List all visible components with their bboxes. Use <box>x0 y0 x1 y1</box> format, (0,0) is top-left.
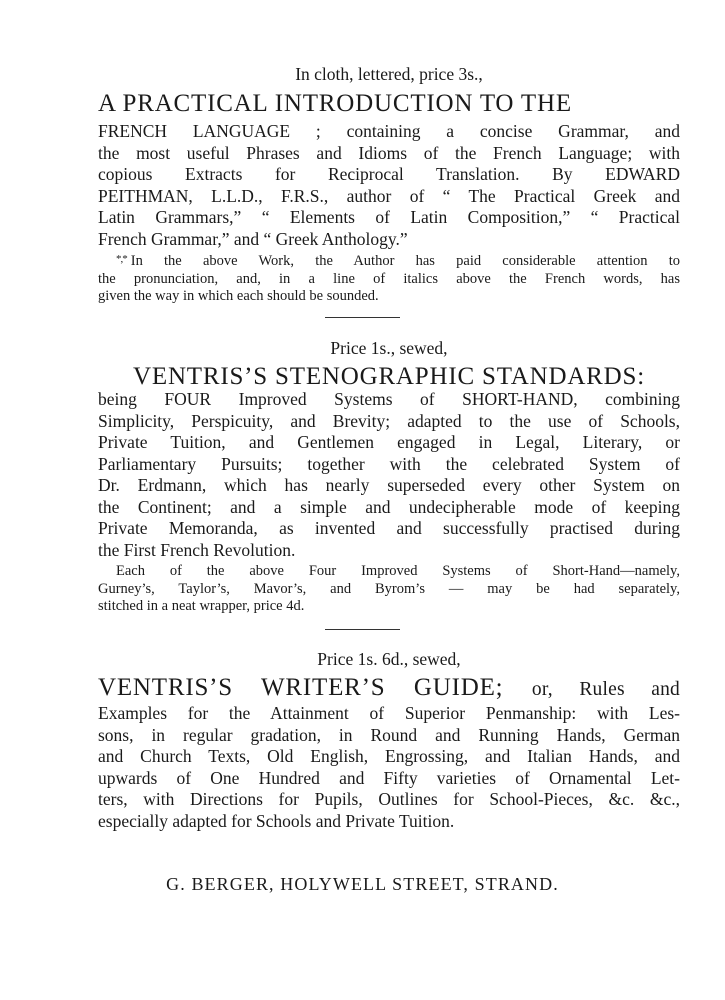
divider-rule <box>325 317 400 318</box>
section2-line: the First French Revolution. <box>98 539 296 560</box>
section2-note-line: Each of the above Four Improved Systems of Short-Hand—namely, <box>116 563 680 579</box>
section2-line: Private Tuition, and Gentlemen engaged in Legal, Literary, or <box>98 432 680 452</box>
section1-note-line: the pronunciation, and, in a line of italics above the French words, has <box>98 270 680 287</box>
section3-line: and Church Texts, Old English, Engrossing, and Italian Hands, and <box>98 746 680 766</box>
section1-heading: A PRACTICAL INTRODUCTION TO THE <box>98 90 572 117</box>
section2-price: Price 1s., sewed, <box>330 338 448 358</box>
section1-line: copious Extracts for Reciprocal Translation. By EDWARD <box>98 164 680 184</box>
publisher-imprint: G. BERGER, HOLYWELL STREET, STRAND. <box>166 874 559 894</box>
section3-line: upwards of One Hundred and Fifty varieties of Ornamental Let- <box>98 767 680 788</box>
section3-heading-title: VENTRIS’S WRITER’S GUIDE; <box>98 674 504 701</box>
asterism-mark: *,* <box>116 253 127 265</box>
section1-note-line: *,* In the above Work, the Author has paid considerable attention to <box>116 253 680 269</box>
section1-line: French Grammar,” and “ Greek Anthology.” <box>98 228 408 249</box>
section2-line: Simplicity, Perspicuity, and Brevity; adapted to the use of Schools, <box>98 410 680 431</box>
section1-line: FRENCH LANGUAGE ; containing a concise Grammar, and <box>98 121 680 141</box>
section2-note-line: stitched in a neat wrapper, price 4d. <box>98 598 305 614</box>
section2-note-line: Gurney’s, Taylor’s, Mavor’s, and Byrom’s — may be had separately, <box>98 580 680 597</box>
section3-heading-tail: or, Rules and <box>531 679 680 700</box>
section2-description <box>98 389 680 561</box>
section2-line: the Continent; and a simple and undecipherable mode of keeping <box>98 496 680 517</box>
section2-line: Parliamentary Pursuits; together with the celebrated System of <box>98 453 680 474</box>
section3-line: especially adapted for Schools and Private Tuition. <box>98 810 455 831</box>
divider-rule <box>325 629 400 630</box>
section1-note <box>98 251 680 306</box>
section2-line: Dr. Erdmann, which has nearly superseded every other System on <box>98 475 680 495</box>
section3-line: ters, with Directions for Pupils, Outlines for School-Pieces, &c. &c., <box>98 789 680 809</box>
section1-note-line: given the way in which each should be sounded. <box>98 288 379 304</box>
section1-line: Latin Grammars,” “ Elements of Latin Composition,” “ Practical <box>98 207 680 227</box>
section3-heading <box>98 673 680 705</box>
section1-line: PEITHMAN, L.L.D., F.R.S., author of “ The Practical Greek and <box>98 185 680 206</box>
section3-price: Price 1s. 6d., sewed, <box>317 649 461 669</box>
section3-line: sons, in regular gradation, in Round and Running Hands, German <box>98 724 680 745</box>
section1-description <box>98 121 680 250</box>
section3-description <box>98 703 680 832</box>
section2-line: Private Memoranda, as invented and successfully practised during <box>98 518 680 538</box>
section1-line: the most useful Phrases and Idioms of the French Language; with <box>98 142 680 163</box>
section2-note <box>98 563 680 616</box>
section2-heading: VENTRIS’S STENOGRAPHIC STANDARDS: <box>133 363 645 390</box>
section2-line: being FOUR Improved Systems of SHORT-HAND, combining <box>98 389 680 409</box>
section1-price: In cloth, lettered, price 3s., <box>295 64 483 84</box>
section3-line: Examples for the Attainment of Superior Penmanship: with Les- <box>98 703 680 723</box>
